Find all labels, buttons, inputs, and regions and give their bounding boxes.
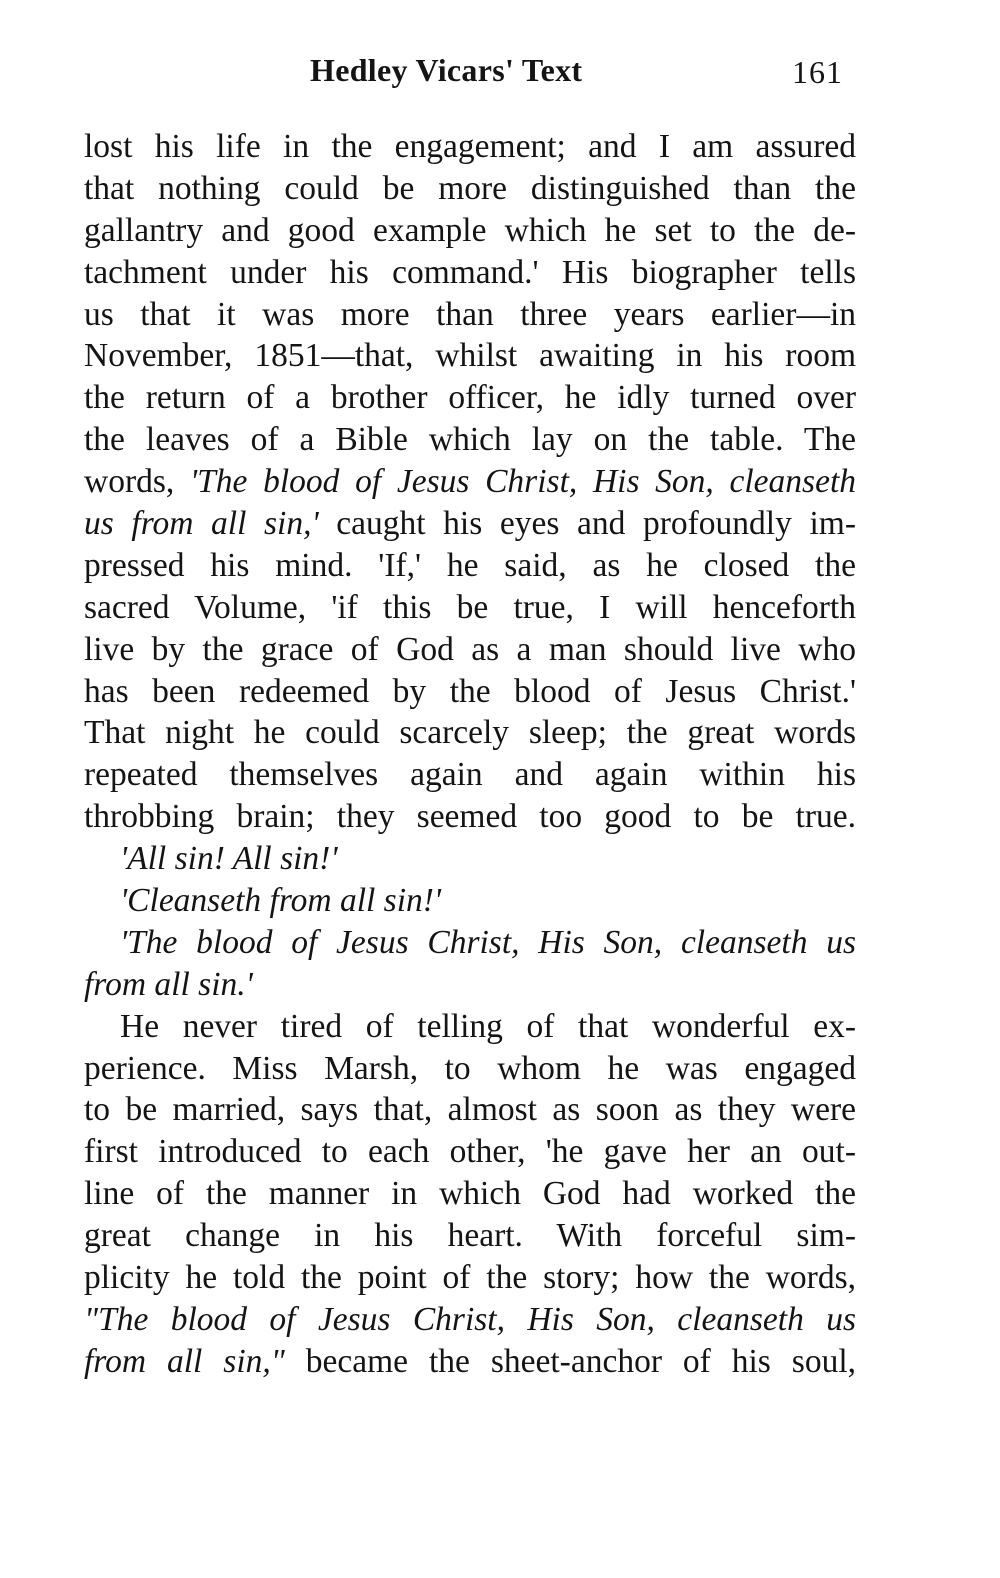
text-line (84, 1173, 856, 1215)
text-line (84, 377, 856, 419)
text-line (84, 712, 856, 754)
quoted-scripture: us from all sin,' (84, 505, 319, 543)
line-text: repeated themselves again and again within his (84, 756, 856, 794)
line-text-post: became the sheet-anchor of his soul, (284, 1342, 857, 1380)
text-line (84, 335, 856, 377)
text-line (84, 503, 856, 545)
text-line (84, 587, 856, 629)
line-text: the return of a brother officer, he idly turned over (84, 379, 856, 417)
text-line (84, 545, 856, 587)
text-line (84, 168, 856, 210)
line-text: tachment under his command.' His biographer tells (84, 253, 856, 291)
text-line (84, 1341, 856, 1383)
line-text: lost his life in the engagement; and I am assured (84, 128, 856, 165)
text-line (84, 922, 856, 964)
text-line (84, 1257, 856, 1299)
text-line (84, 629, 856, 671)
running-title: Hedley Vicars' Text (310, 52, 583, 88)
line-text: throbbing brain; they seemed too good to be true. (84, 798, 856, 836)
italic-line-text: 'The blood of Jesus Christ, His Son, cleanseth us (120, 923, 856, 961)
text-line (84, 1299, 856, 1341)
line-text: pressed his mind. 'If,' he said, as he closed the (84, 546, 856, 584)
text-line (84, 754, 856, 796)
page-header (0, 52, 1000, 102)
line-text: line of the manner in which God had worked the (84, 1175, 856, 1213)
line-text: the leaves of a Bible which lay on the table. The (84, 421, 856, 459)
line-text: gallantry and good example which he set to the de- (84, 211, 856, 249)
line-text: November, 1851—that, whilst awaiting in his room (84, 337, 856, 375)
line-text: great change in his heart. With forceful sim- (84, 1217, 856, 1255)
text-line (84, 294, 856, 336)
text-line (84, 964, 856, 1006)
quoted-scripture: "The blood of Jesus Christ, His Son, cleanseth us (84, 1300, 856, 1338)
text-line (84, 1006, 856, 1048)
text-line (84, 1215, 856, 1257)
italic-line-text: from all sin.' (84, 965, 253, 1003)
text-line (84, 419, 856, 461)
line-text-post: caught his eyes and profoundly im- (318, 505, 856, 543)
line-text: has been redeemed by the blood of Jesus Christ.' (84, 672, 856, 710)
text-line (84, 671, 856, 713)
italic-line-text: 'All sin! All sin!' (120, 840, 338, 878)
text-line (84, 461, 856, 503)
text-line (84, 838, 856, 880)
text-line (84, 1131, 856, 1173)
line-text: He never tired of telling of that wonderful ex- (120, 1007, 856, 1045)
quoted-scripture: from all sin," (84, 1342, 285, 1380)
line-text: us that it was more than three years earlier—in (84, 295, 856, 333)
text-line (84, 252, 856, 294)
line-text: perience. Miss Marsh, to whom he was engaged (84, 1049, 856, 1087)
italic-line-text: 'Cleanseth from all sin!' (120, 882, 442, 920)
line-text: that nothing could be more distinguished than the (84, 169, 856, 207)
line-text-pre: words, (84, 463, 190, 501)
text-line (84, 880, 856, 922)
text-line (84, 1089, 856, 1131)
page-number: 161 (792, 54, 843, 90)
line-text: sacred Volume, 'if this be true, I will henceforth (84, 588, 856, 626)
text-line (84, 796, 856, 838)
text-line (84, 126, 856, 168)
quoted-scripture: 'The blood of Jesus Christ, His Son, cleanseth (189, 463, 857, 501)
body-text (84, 126, 856, 1383)
line-text: to be married, says that, almost as soon as they were (84, 1091, 856, 1129)
line-text: That night he could scarcely sleep; the great words (84, 714, 856, 752)
line-text: plicity he told the point of the story; how the words, (84, 1259, 856, 1297)
text-line (84, 1048, 856, 1090)
line-text: live by the grace of God as a man should live who (84, 630, 856, 668)
line-text: first introduced to each other, 'he gave her an out- (84, 1133, 856, 1171)
text-line (84, 210, 856, 252)
